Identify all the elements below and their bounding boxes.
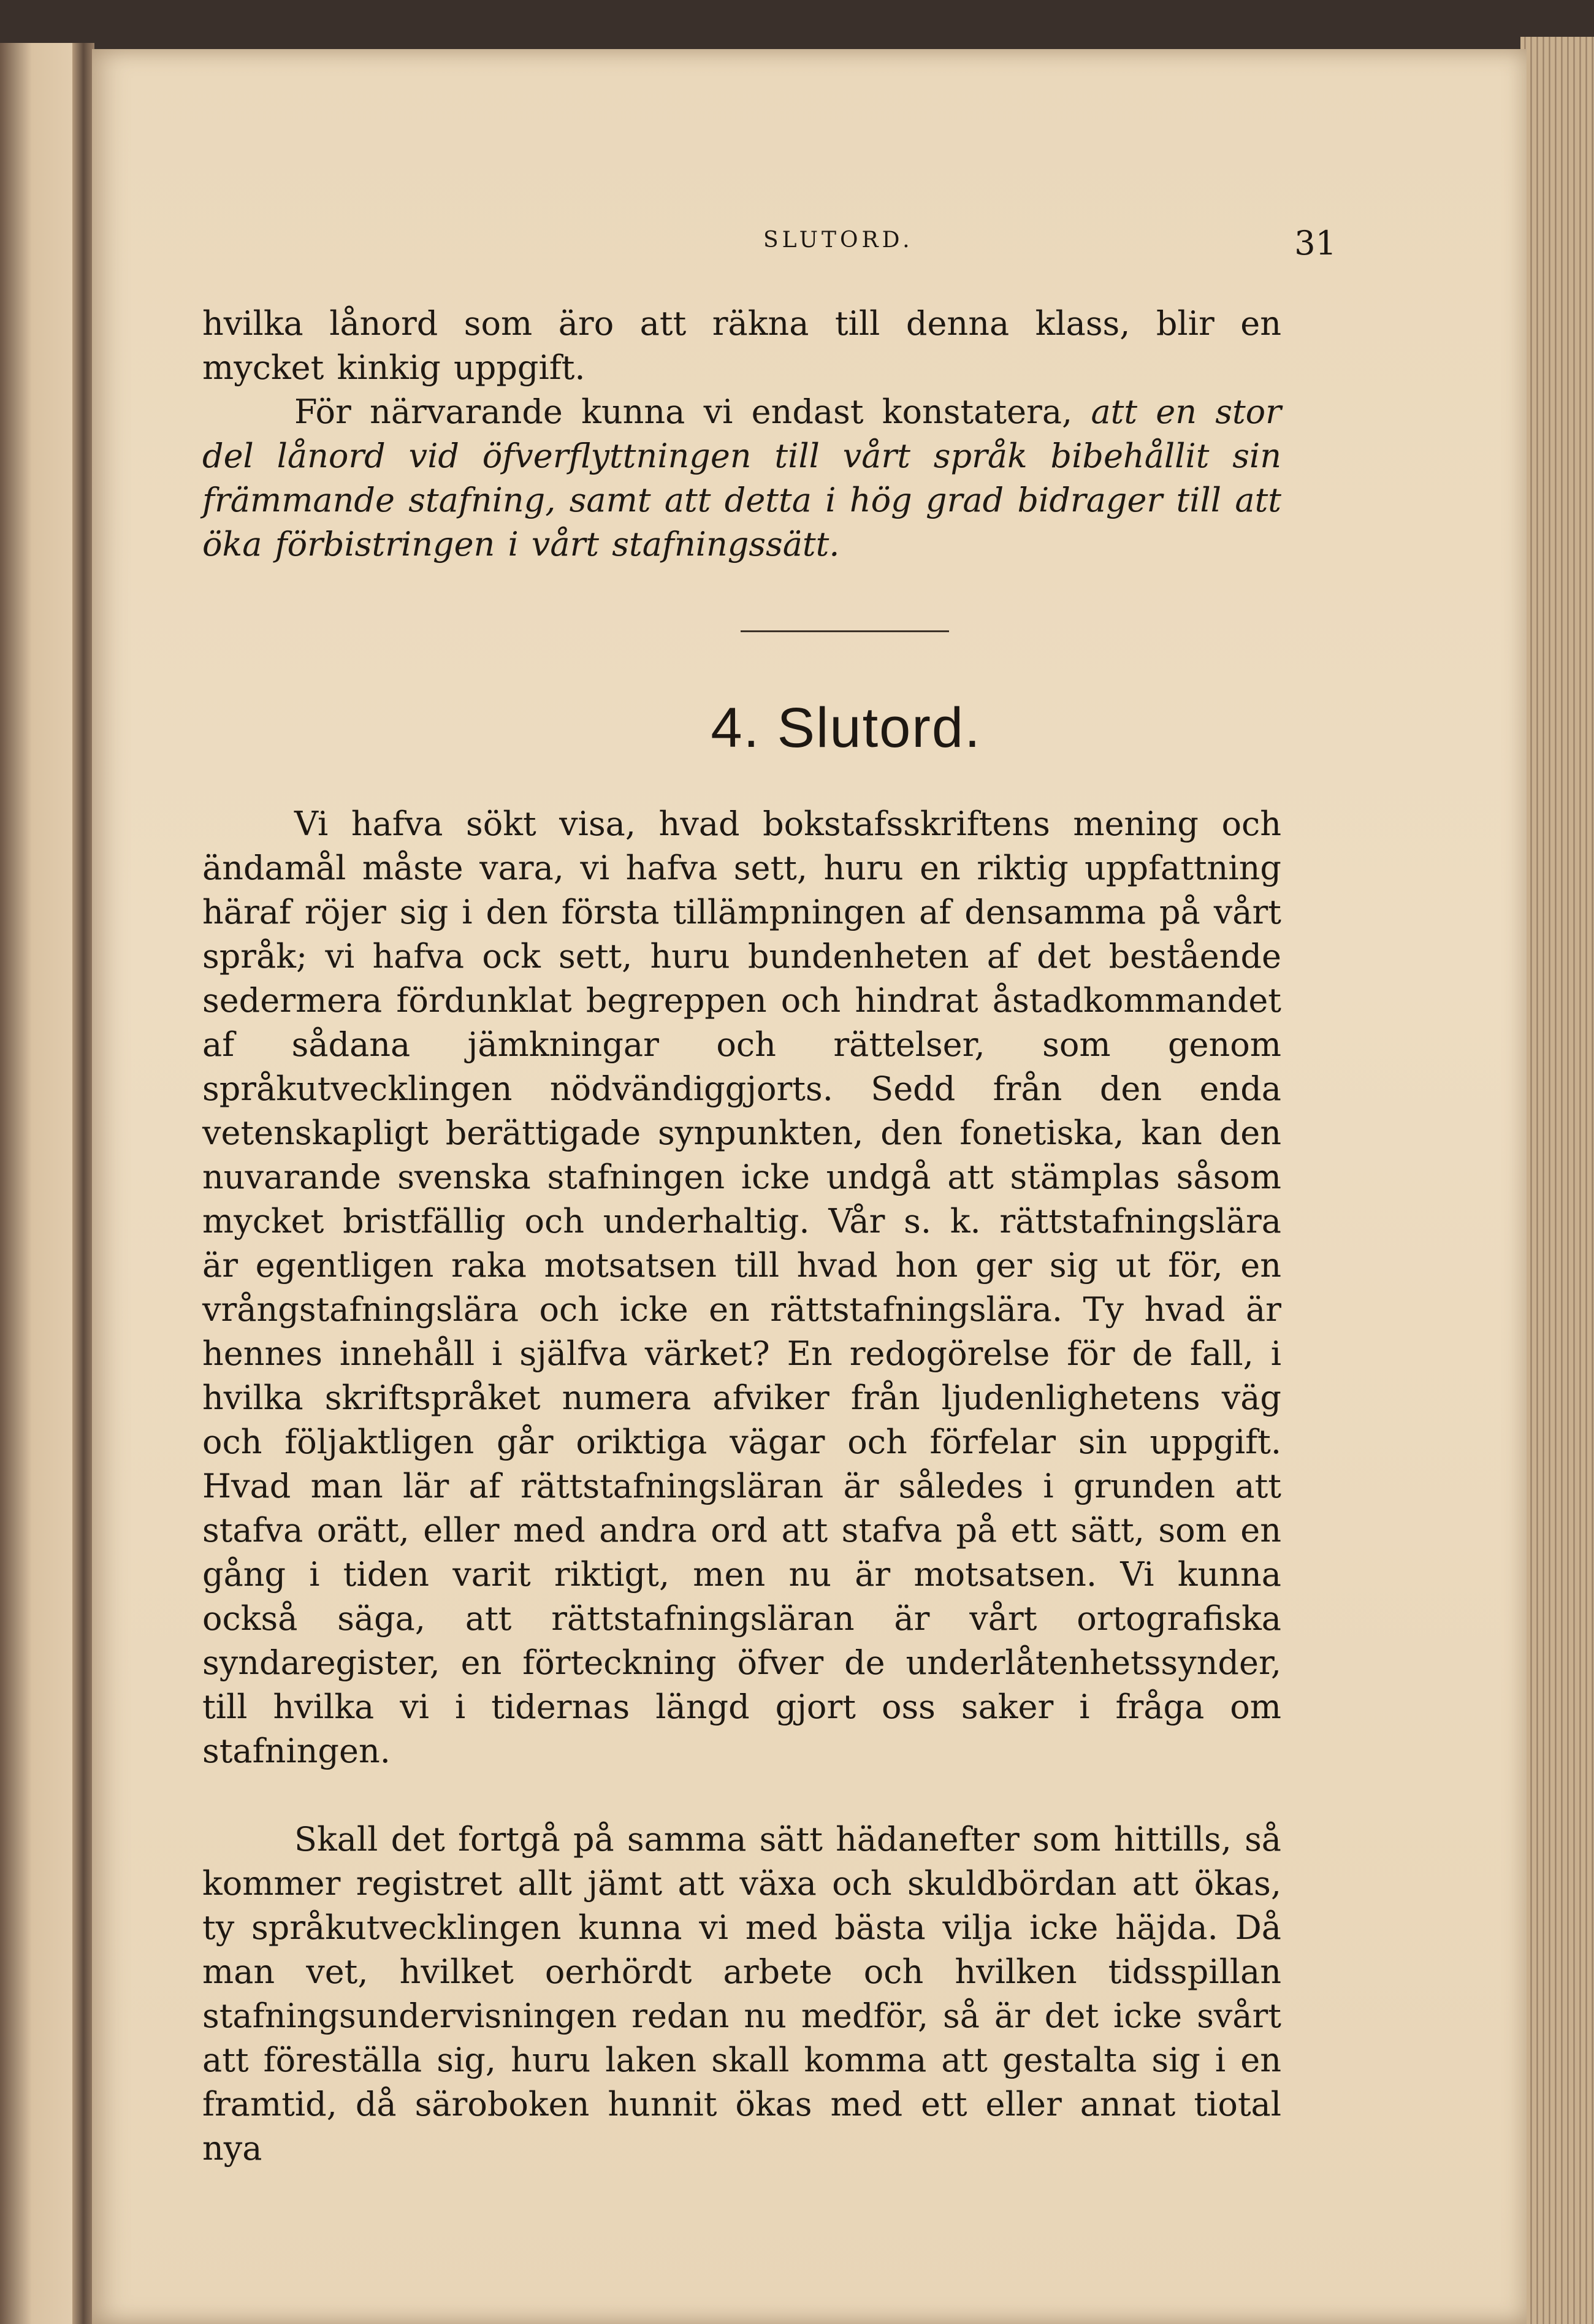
book-page xyxy=(92,49,1527,2324)
section-heading: 4. Slutord. xyxy=(711,697,982,759)
section-divider xyxy=(741,630,949,632)
paragraph-2-lead: För närvarande kunna vi endast konstatera, xyxy=(294,392,1073,431)
paragraph-3: Vi hafva sökt visa, hvad bokstafsskriftens mening och ändamål måste vara, vi hafva sett, huru en riktig uppfattning häraf röjer sig i den första tillämpningen af densamma på vårt språk; vi hafva ock sett, huru bundenheten af det bestående sedermera fördunklat begreppen och hindrat åstadkommandet af sådana jämkningar och rättelser, som genom språkutvecklingen nödvändiggjorts. Sedd från den enda vetenskapligt berättigade synpunkten, den fonetiska, kan den nuvarande svenska stafningen icke undgå att stämplas såsom mycket bristfällig och underhaltig. Vår s. k. rättstafningslära är egentligen raka motsatsen till hvad hon ger sig ut för, en vrångstafningslära och icke en rättstafningslära. Ty hvad är hennes innehåll i själfva värket? En redogörelse för de fall, i hvilka skriftspråket numera afviker från ljudenlighetens väg och följaktligen går oriktiga vägar och förfelar sin uppgift. Hvad man lär af rättstafningsläran är således i grunden att stafva orätt, eller med andra ord att stafva på ett sätt, som en gång i tiden varit riktigt, men nu är motsatsen. Vi kunna också säga, att rättstafningsläran är vårt ortografiska syndaregister, en förteckning öfver de underlåtenhetssynder, till hvilka vi i tidernas längd gjort oss saker i fråga om stafningen. xyxy=(202,805,1281,1770)
paragraph-2-italic-conclusion: att en stor del lånord vid öfverflyttningen till vårt språk bibehållit sin främmande stafning, samt att detta i hög grad bidrager till att öka förbistringen i vårt stafningssätt. xyxy=(202,392,1281,564)
page-header xyxy=(705,224,1337,267)
page-stack-edge xyxy=(1520,37,1594,2324)
page-number: 31 xyxy=(1294,224,1337,262)
book-gutter xyxy=(72,43,94,2324)
left-page-edge xyxy=(0,43,80,2324)
paragraph-4: Skall det fortgå på samma sätt hädanefter som hittills, så kommer registret allt jämt att växa och skuldbördan att ökas, ty språkutvecklingen kunna vi med bästa vilja icke häjda. Då man vet, hvilket oerhördt arbete och hvilken tidsspillan stafningsundervisningen redan nu medför, så är det icke svårt att föreställa sig, huru laken skall komma att gestalta sig i en framtid, då säroboken hunnit ökas med ett eller annat tiotal nya xyxy=(202,1820,1281,2168)
paragraph-1: hvilka lånord som äro att räkna till denna klass, blir en mycket kinkig uppgift. xyxy=(202,304,1281,387)
running-head: SLUTORD. xyxy=(763,227,913,253)
paragraph-2 xyxy=(202,390,1281,567)
